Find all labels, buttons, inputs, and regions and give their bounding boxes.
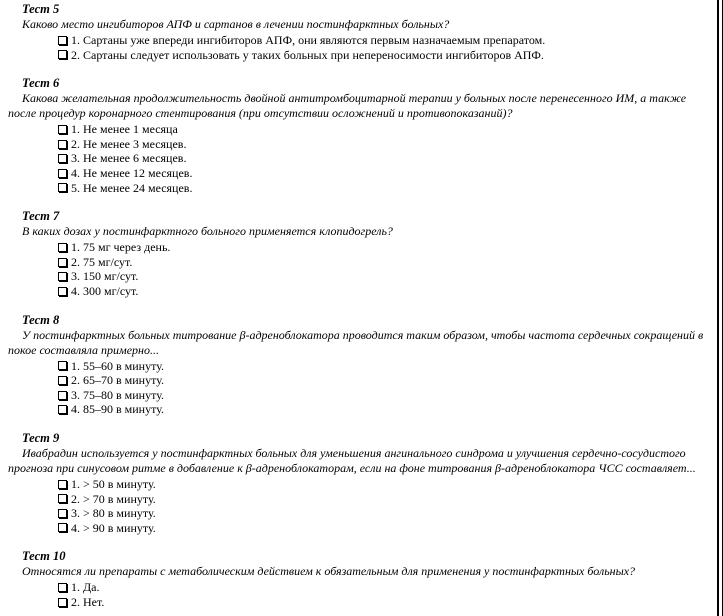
answer-option[interactable] bbox=[58, 33, 708, 48]
answer-option[interactable] bbox=[58, 48, 708, 63]
answer-options bbox=[8, 580, 708, 609]
test-question: В каких дозах у постинфарктного больного применяется клопидогрель? bbox=[22, 224, 393, 239]
answer-option-label: 2. Сартаны следует использовать у таких больных при непереносимости ингибиторов АПФ. bbox=[71, 47, 544, 62]
answer-option-label: 2. Нет. bbox=[71, 594, 105, 609]
answer-option-label: 3. Не менее 6 месяцев. bbox=[71, 151, 187, 166]
answer-option[interactable] bbox=[58, 477, 708, 492]
answer-option-label: 2. 75 мг/сут. bbox=[71, 254, 133, 269]
test-block bbox=[8, 431, 708, 535]
test-block bbox=[8, 2, 708, 62]
checkbox-icon[interactable] bbox=[58, 169, 67, 178]
test-question: Каково место ингибиторов АПФ и сартанов в лечении постинфарктных больных? bbox=[22, 17, 450, 31]
answer-option-label: 4. 300 мг/сут. bbox=[71, 283, 139, 298]
answer-options bbox=[8, 240, 708, 298]
answer-option[interactable] bbox=[58, 402, 708, 417]
tests-list bbox=[8, 2, 708, 609]
answer-option[interactable] bbox=[58, 284, 708, 299]
checkbox-icon[interactable] bbox=[58, 480, 67, 489]
answer-option-label: 4. 85–90 в минуту. bbox=[71, 402, 164, 417]
test-question: У постинфарктных больных титрование β-адреноблокатора проводится таким образом, чтобы частота сердечных сокращений в покое составляла примерно... bbox=[8, 327, 704, 357]
answer-option-label: 1. Сартаны уже впереди ингибиторов АПФ, они являются первым назначаемым препаратом. bbox=[71, 33, 546, 47]
checkbox-icon[interactable] bbox=[58, 258, 67, 267]
test-question: Ивабрадин используется у постинфарктных больных для уменьшения ангинального синдрома и улучшения сердечно-сосудистого прогноза при синусовом ритме в добавление к β-адреноблокаторам, если на фоне титрования β-адреноблокатора ЧСС составляет... bbox=[8, 445, 696, 475]
answer-option[interactable] bbox=[58, 255, 708, 270]
checkbox-icon[interactable] bbox=[58, 287, 67, 296]
checkbox-icon[interactable] bbox=[58, 376, 67, 385]
test-question: Относятся ли препараты с метаболическим действием к обязательным для применения у постинфарктных больных? bbox=[22, 564, 636, 579]
answer-option-label: 1. Не менее 1 месяца bbox=[71, 122, 178, 137]
answer-option-label: 4. Не менее 12 месяцев. bbox=[71, 165, 193, 180]
checkbox-icon[interactable] bbox=[58, 154, 67, 163]
test-block bbox=[8, 76, 708, 195]
page-border-right bbox=[717, 0, 719, 616]
answer-option-label: 2. Не менее 3 месяцев. bbox=[71, 136, 187, 151]
test-title: Тест 6 bbox=[22, 76, 60, 91]
answer-option[interactable] bbox=[58, 151, 708, 166]
answer-option-label: 1. > 50 в минуту. bbox=[71, 476, 156, 491]
test-title: Тест 7 bbox=[22, 209, 60, 224]
answer-option-label: 1. 55–60 в минуту. bbox=[71, 358, 164, 373]
answer-option[interactable] bbox=[58, 181, 708, 196]
answer-option-label: 1. Да. bbox=[71, 580, 100, 595]
answer-option-label: 3. > 80 в минуту. bbox=[71, 506, 156, 521]
checkbox-icon[interactable] bbox=[58, 494, 67, 503]
checkbox-icon[interactable] bbox=[58, 509, 67, 518]
answer-option[interactable] bbox=[58, 166, 708, 181]
answer-option[interactable] bbox=[58, 269, 708, 284]
checkbox-icon[interactable] bbox=[58, 361, 67, 370]
checkbox-icon[interactable] bbox=[58, 50, 67, 59]
checkbox-icon[interactable] bbox=[58, 140, 67, 149]
checkbox-icon[interactable] bbox=[58, 598, 67, 607]
test-title: Тест 5 bbox=[22, 2, 60, 16]
checkbox-icon[interactable] bbox=[58, 523, 67, 532]
checkbox-icon[interactable] bbox=[58, 243, 67, 252]
answer-option-label: 1. 75 мг через день. bbox=[71, 240, 171, 255]
checkbox-icon[interactable] bbox=[58, 125, 67, 134]
answer-option-label: 3. 75–80 в минуту. bbox=[71, 387, 164, 402]
answer-options bbox=[8, 33, 708, 62]
answer-option[interactable] bbox=[58, 388, 708, 403]
checkbox-icon[interactable] bbox=[58, 583, 67, 592]
answer-options bbox=[8, 477, 708, 535]
answer-option-label: 3. 150 мг/сут. bbox=[71, 269, 139, 284]
answer-option-label: 2. > 70 в минуту. bbox=[71, 491, 156, 506]
test-block bbox=[8, 209, 708, 298]
test-title: Тест 9 bbox=[22, 430, 60, 445]
test-question: Какова желательная продолжительность двойной антитромбоцитарной терапии у больных после перенесенного ИМ, а также после процедур коронарного стентирования (при отсутствии осложнений и противопоказаний)? bbox=[8, 91, 687, 121]
checkbox-icon[interactable] bbox=[58, 405, 67, 414]
answer-option[interactable] bbox=[58, 595, 708, 610]
answer-options bbox=[8, 359, 708, 417]
answer-option[interactable] bbox=[58, 240, 708, 255]
answer-option[interactable] bbox=[58, 359, 708, 374]
answer-option-label: 2. 65–70 в минуту. bbox=[71, 373, 164, 388]
test-block bbox=[8, 549, 708, 609]
answer-option[interactable] bbox=[58, 580, 708, 595]
answer-options bbox=[8, 122, 708, 195]
answer-option-label: 4. > 90 в минуту. bbox=[71, 520, 156, 535]
answer-option-label: 5. Не менее 24 месяцев. bbox=[71, 180, 193, 195]
checkbox-icon[interactable] bbox=[58, 183, 67, 192]
answer-option[interactable] bbox=[58, 506, 708, 521]
answer-option[interactable] bbox=[58, 521, 708, 536]
answer-option[interactable] bbox=[58, 492, 708, 507]
checkbox-icon[interactable] bbox=[58, 272, 67, 281]
test-title: Тест 8 bbox=[22, 312, 60, 327]
answer-option[interactable] bbox=[58, 122, 708, 137]
answer-option[interactable] bbox=[58, 137, 708, 152]
test-title: Тест 10 bbox=[22, 549, 66, 564]
test-block bbox=[8, 313, 708, 417]
checkbox-icon[interactable] bbox=[58, 36, 67, 45]
answer-option[interactable] bbox=[58, 373, 708, 388]
checkbox-icon[interactable] bbox=[58, 391, 67, 400]
